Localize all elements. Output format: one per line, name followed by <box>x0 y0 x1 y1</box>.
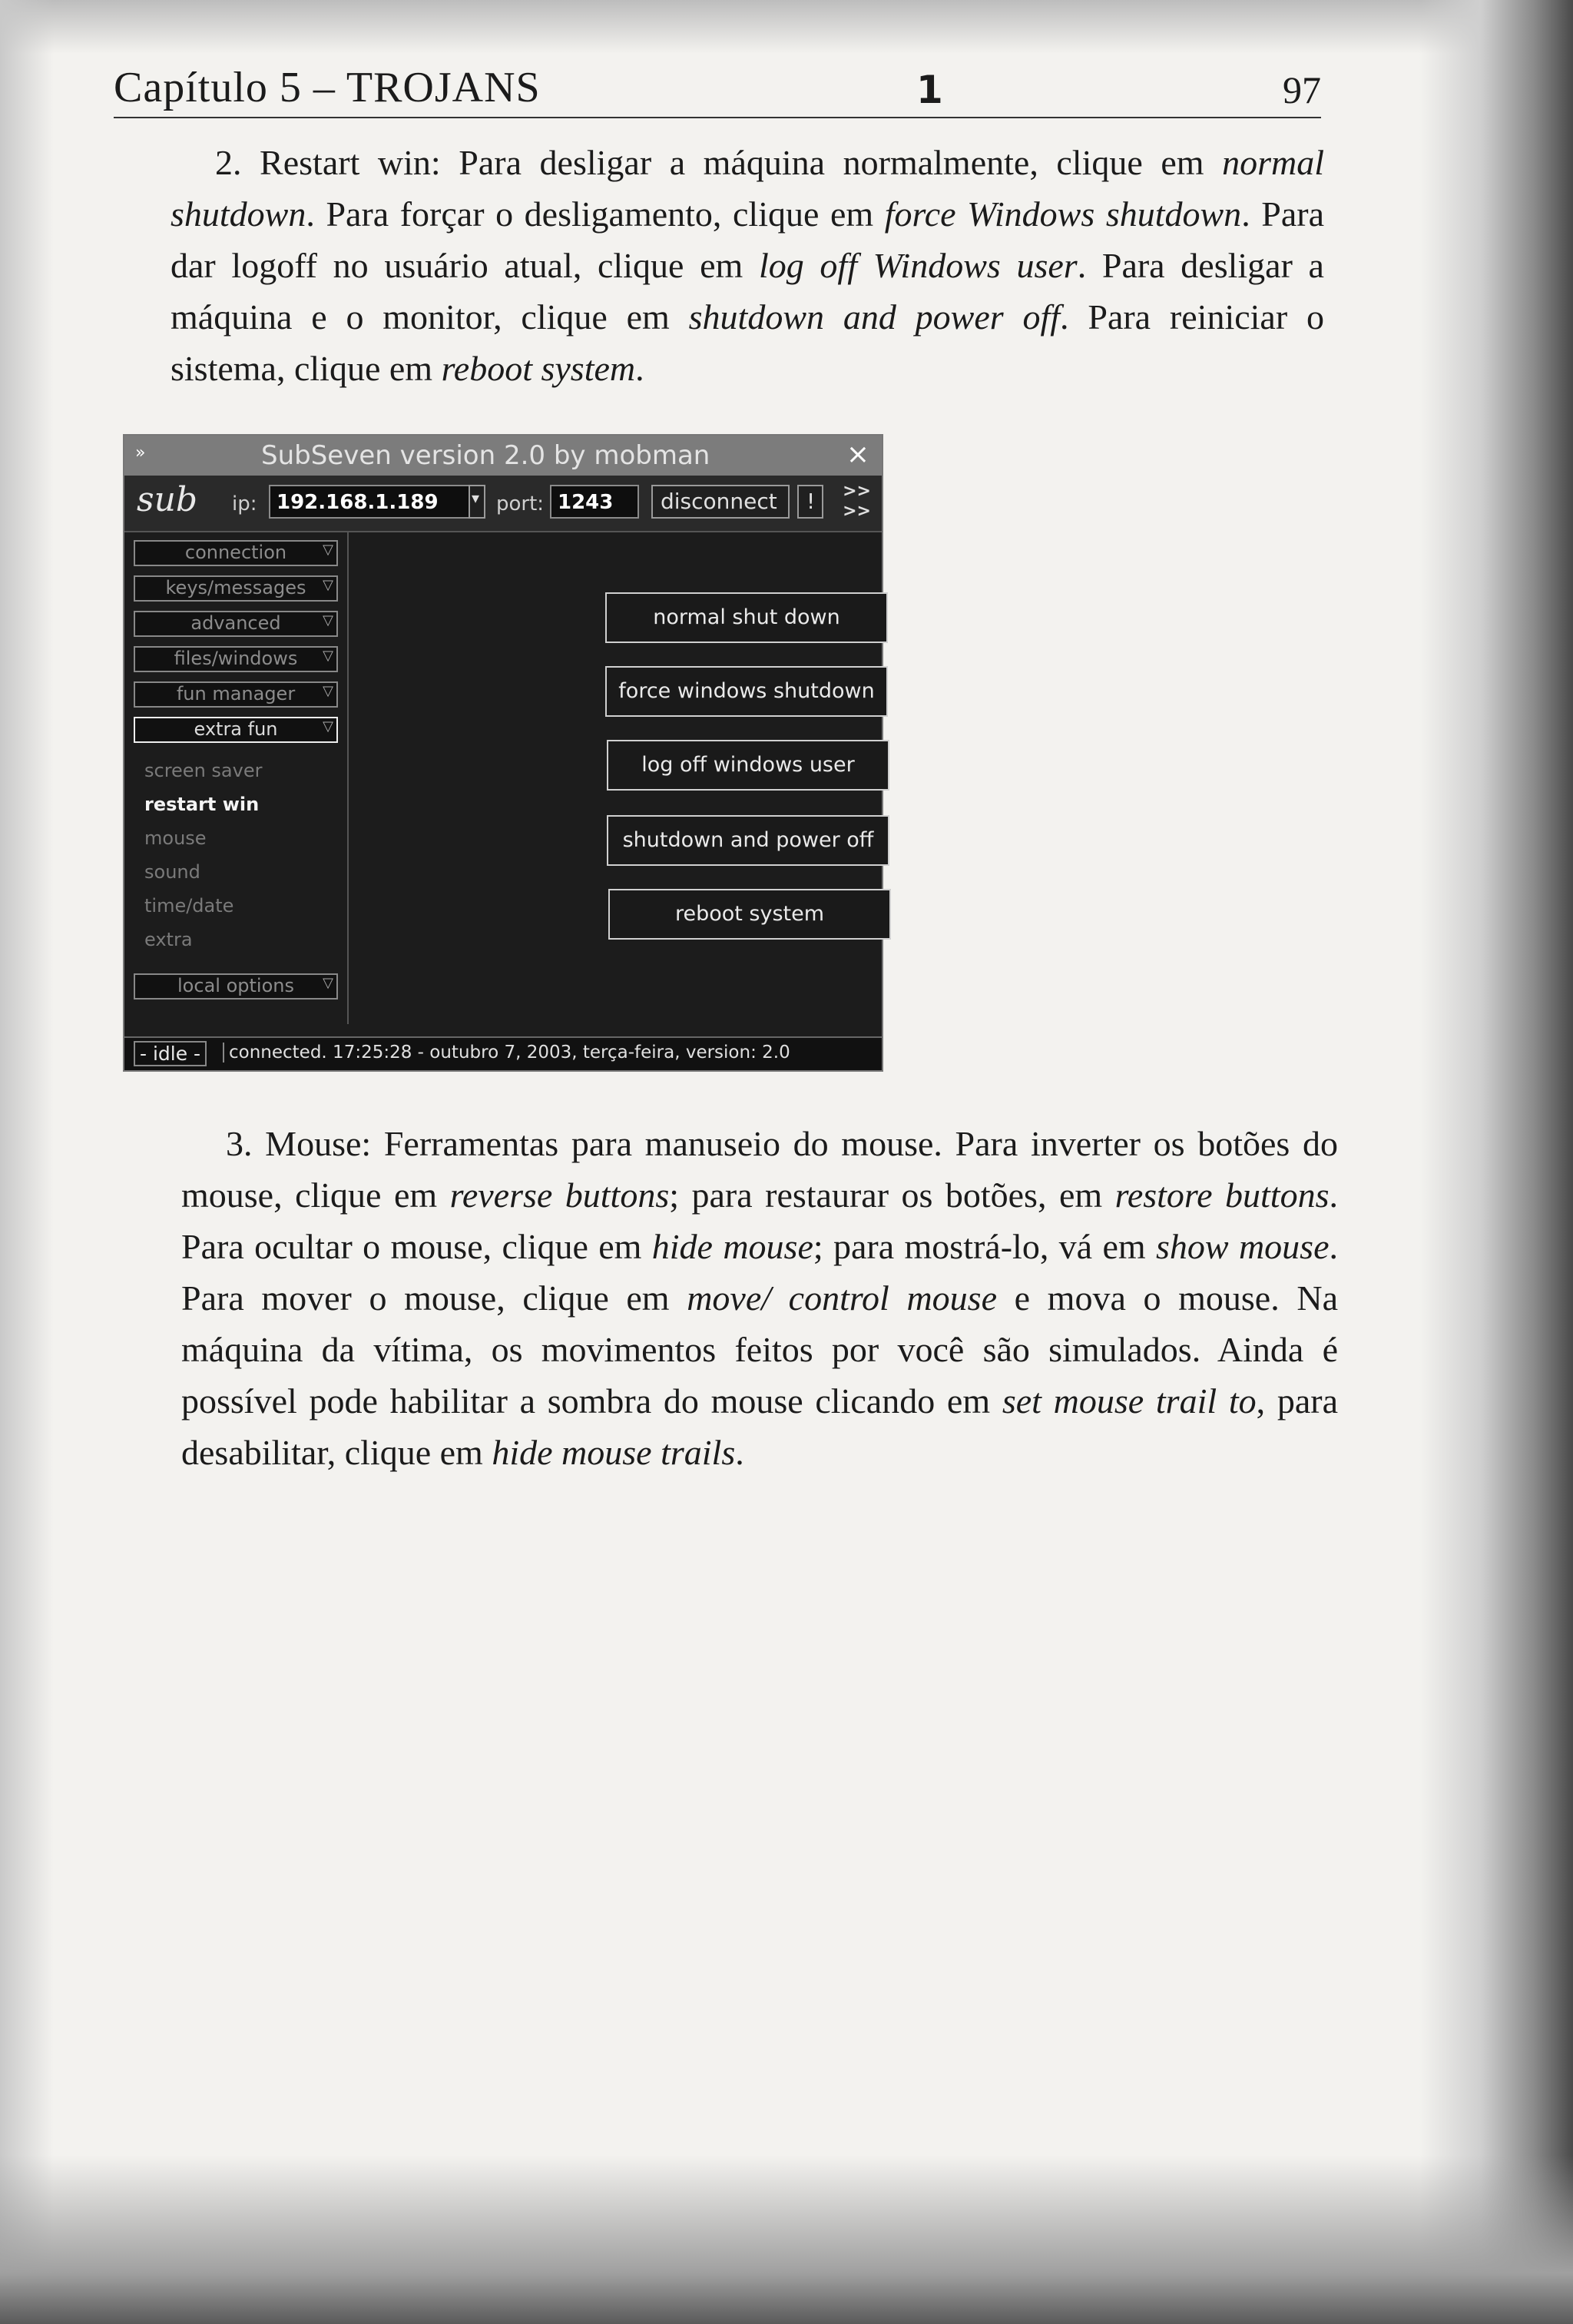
text-run: . Para desligar a máquina e o monitor, clique em <box>171 246 1324 336</box>
paragraph-mouse <box>181 1118 1338 1478</box>
reboot-system-button[interactable]: reboot system <box>608 889 891 940</box>
text-run: 2. Restart win: Para desligar a máquina normalmente, clique em <box>215 143 1223 182</box>
ip-label: ip: <box>232 492 257 516</box>
italic-term: shutdown and power off <box>688 297 1061 336</box>
status-info: connected. 17:25:28 - outubro 7, 2003, terça-feira, version: 2.0 <box>223 1043 795 1063</box>
force-windows-shutdown-button[interactable]: force windows shutdown <box>605 666 888 717</box>
restart-win-panel <box>349 532 882 1024</box>
subseven-window <box>123 434 883 1072</box>
close-icon[interactable]: × <box>846 439 869 470</box>
italic-term: hide mouse trails <box>492 1433 736 1472</box>
more-arrows-icon[interactable]: >> >> <box>843 482 871 521</box>
sidebar-item-sound[interactable]: sound <box>144 861 200 883</box>
chapter-title: Capítulo 5 – TROJANS <box>114 64 541 111</box>
sidebar-item-time-date[interactable]: time/date <box>144 895 234 917</box>
chevron-down-icon: ▽ <box>323 683 333 699</box>
disconnect-button[interactable]: disconnect <box>651 485 790 519</box>
italic-term: restore buttons <box>1114 1175 1330 1215</box>
sidebar-item-restart-win[interactable]: restart win <box>144 794 260 815</box>
italic-term: hide mouse <box>651 1227 813 1266</box>
menu-keys-messages[interactable]: keys/messages ▽ <box>134 575 338 602</box>
scan-shadow-top <box>0 0 1573 54</box>
chevron-down-icon: ▽ <box>323 612 333 628</box>
scan-shadow-bottom <box>0 2155 1573 2324</box>
sidebar-item-extra[interactable]: extra <box>144 929 193 950</box>
menu-glyph-icon[interactable]: » <box>135 443 146 462</box>
menu-fun-manager[interactable]: fun manager ▽ <box>134 681 338 708</box>
italic-term: force Windows shutdown <box>884 194 1242 234</box>
status-bar <box>124 1036 882 1070</box>
italic-term: log off Windows user <box>758 246 1078 285</box>
menu-extra-fun[interactable]: extra fun ▽ <box>134 717 338 743</box>
chevron-down-icon: ▽ <box>323 975 333 991</box>
text-run: 3. Mouse: Ferramentas para manuseio do mouse. Para inverter os botões do mouse, clique em <box>181 1124 1338 1215</box>
page-number: 97 <box>1283 68 1321 111</box>
menu-advanced[interactable]: advanced ▽ <box>134 611 338 637</box>
ip-input[interactable]: 192.168.1.189 <box>269 485 484 519</box>
text-run: . <box>735 1433 744 1472</box>
italic-term: reverse buttons <box>449 1175 670 1215</box>
sidebar-item-screen-saver[interactable]: screen saver <box>144 760 263 781</box>
paragraph-restart-win <box>171 137 1324 394</box>
text-run: . Para mover o mouse, clique em <box>181 1227 1338 1318</box>
text-run: e mova o mouse. Na máquina da vítima, os movimentos feitos por você são simulados. Ainda é possível pode habilitar a sombra do mouse clicando em <box>181 1278 1338 1421</box>
chevron-down-icon: ▽ <box>323 648 333 664</box>
menu-local-options[interactable]: local options ▽ <box>134 973 338 1000</box>
ip-dropdown-icon[interactable]: ▾ <box>469 485 485 519</box>
italic-term: show mouse <box>1156 1227 1330 1266</box>
port-input[interactable]: 1243 <box>550 485 639 519</box>
text-run: . Para forçar o desligamento, clique em <box>306 194 885 234</box>
text-run: . Para dar logoff no usuário atual, clique em <box>171 194 1324 285</box>
info-button[interactable]: ! <box>797 485 823 519</box>
connection-bar <box>124 476 882 532</box>
text-run: . Para ocultar o mouse, clique em <box>181 1175 1338 1266</box>
text-run: . <box>635 349 644 388</box>
shutdown-and-power-off-button[interactable]: shutdown and power off <box>607 815 889 866</box>
log-off-windows-user-button[interactable]: log off windows user <box>607 740 889 791</box>
menu-files-windows[interactable]: files/windows ▽ <box>134 646 338 672</box>
text-run: . Para reiniciar o sistema, clique em <box>171 297 1324 388</box>
italic-term: normal shutdown <box>171 143 1324 234</box>
port-label: port: <box>496 492 545 516</box>
menu-connection[interactable]: connection ▽ <box>134 540 338 566</box>
running-head <box>114 63 1321 118</box>
scan-shadow-right <box>1419 0 1573 2324</box>
header-mark: 1 <box>916 68 943 112</box>
chevron-down-icon: ▽ <box>323 718 333 734</box>
status-idle: - idle - <box>134 1041 207 1066</box>
chevron-down-icon: ▽ <box>323 542 333 558</box>
scan-shadow-left <box>0 0 54 2324</box>
sidebar-item-mouse[interactable]: mouse <box>144 827 207 849</box>
text-run: ; para mostrá-lo, vá em <box>813 1227 1157 1266</box>
italic-term: reboot system <box>441 349 636 388</box>
window-title-bar <box>124 436 882 476</box>
sidebar-menu <box>124 532 349 1024</box>
normal-shutdown-button[interactable]: normal shut down <box>605 592 888 643</box>
text-run: , para desabilitar, clique em <box>181 1381 1338 1472</box>
text-run: ; para restaurar os botões, em <box>669 1175 1115 1215</box>
chevron-down-icon: ▽ <box>323 577 333 593</box>
italic-term: move/ control mouse <box>687 1278 997 1318</box>
subseven-logo: sub <box>137 480 198 519</box>
window-title: SubSeven version 2.0 by mobman <box>261 440 710 471</box>
italic-term: set mouse trail to <box>1002 1381 1257 1421</box>
